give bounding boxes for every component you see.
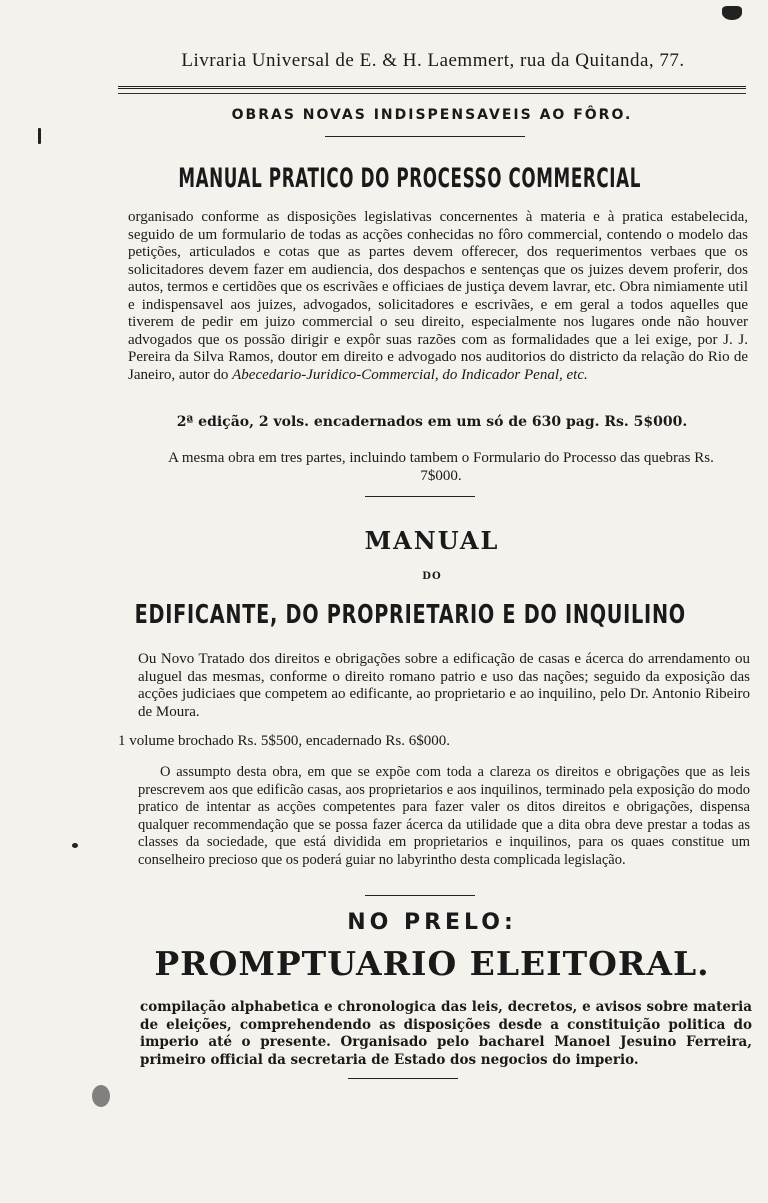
- ink-blot: [92, 1085, 110, 1107]
- book1-alt-edition: A mesma obra em tres partes, incluindo tambem o Formulario do Processo das quebras Rs. 7$000.: [168, 450, 714, 484]
- book2-title-main: EDIFICANTE, DO PROPRIETARIO E DO INQUILINO: [134, 600, 686, 630]
- book2-price: 1 volume brochado Rs. 5$500, encadernado Rs. 6$000.: [118, 733, 451, 749]
- book2-title-do: DO: [422, 571, 442, 582]
- book1-edition: 2ª edição, 2 vols. encadernados em um só de 630 pag. Rs. 5$000.: [176, 414, 688, 430]
- book2-review: O assumpto desta obra, em que se expõe com toda a clareza os direitos e obrigações que as leis prescrevem aos que edificão casas, aos proprietarios e aos inquilinos, terminado pela exposição do modo pratico de intentar as acções competentes para fazer valer os ditos direitos e obrigações, dispensa qualquer recommendação que se possa fazer ácerca da utilidade que a dita obra deve prestar a todas as classes da sociedade, que está dividida em proprietarios e inquilinos, para os quaes constitue um conselheiro precioso que os poderá guiar no labyrintho desta complicada legislação.: [138, 764, 750, 868]
- divider: [365, 496, 475, 497]
- margin-mark: [72, 843, 78, 848]
- divider: [325, 136, 525, 137]
- header-double-rule: [118, 86, 746, 89]
- header-thin-rule: [118, 93, 746, 94]
- divider: [365, 895, 475, 896]
- book1-title: MANUAL PRATICO DO PROCESSO COMMERCIAL: [178, 163, 642, 194]
- ink-blot: [722, 6, 742, 20]
- book3-banner: NO PRELO:: [347, 910, 517, 935]
- section-title: OBRAS NOVAS INDISPENSAVEIS AO FÔRO.: [231, 107, 633, 123]
- book1-description: [128, 209, 748, 384]
- margin-mark: [38, 128, 41, 144]
- book3-description: compilação alphabetica e chronologica das leis, decretos, e avisos sobre materia de eleições, comprehendendo as disposições desde a constituição politica do imperio até o presente. Organisado pelo bacharel Manoel Jesuino Ferreira, primeiro official da secretaria de Estado dos negocios do imperio.: [140, 999, 752, 1068]
- book3-title: PROMPTUARIO ELEITORAL.: [154, 944, 710, 983]
- book1-description-text: organisado conforme as disposições legislativas concernentes à materia e à pratica estabelecida, seguido de um formulario de todas as acções conhecidas no fôro commercial, contendo o modelo das petições, articulados e cotas que as partes devem offerecer, dos requerimentos verbaes que os solicitadores devem fazer em audiencia, dos despachos e sentenças que os juizes devem proferir, dos autos, termos e certidões que os escrivães e officiaes de justiça devem lavrar, etc. Obra nimiamente util e indispensavel aos juizes, advogados, solicitadores e escrivães, e em geral a todos aquelles que tiverem de pedir em juizo commercial o seu direito, especialmente nos lugares onde não houver advogados que os possão dirigir e expôr suas razões com as formalidades que a lei exige, por J. J. Pereira da Silva Ramos, doutor em direito e advogado nos auditorios do districto da relação do Rio de Janeiro, autor do: [128, 209, 748, 383]
- book1-ref-works: Abecedario-Juridico-Commercial, do Indicador Penal, etc.: [232, 366, 588, 383]
- divider: [348, 1078, 458, 1079]
- publisher-header: Livraria Universal de E. & H. Laemmert, rua da Quitanda, 77.: [181, 50, 685, 71]
- book2-title-word: MANUAL: [364, 526, 500, 555]
- book2-description: Ou Novo Tratado dos direitos e obrigações sobre a edificação de casas e ácerca do arrendamento ou aluguel das mesmas, conforme o direito romano patrio e uso das nações; seguido da exposição das acções judiciaes que competem ao edificante, ao proprietario e ao inquilino, pelo Dr. Antonio Ribeiro de Moura.: [138, 651, 750, 720]
